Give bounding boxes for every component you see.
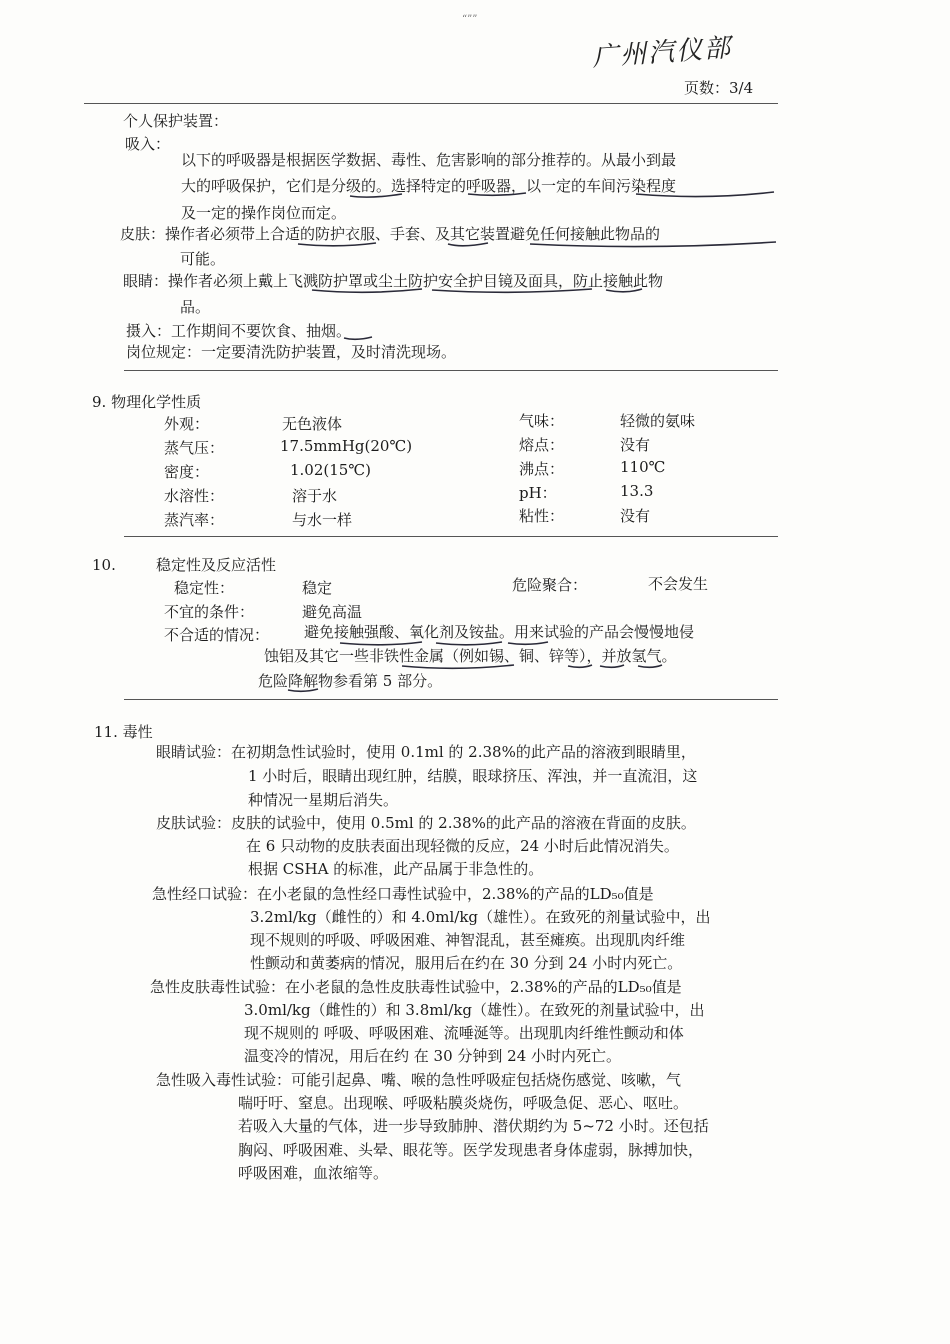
prop-label-viscosity: 粘性： bbox=[519, 507, 565, 525]
inhal-test-line-4: 胸闷、呼吸困难、头晕、眼花等。医学发现患者身体虚弱，脉搏加快， bbox=[238, 1141, 704, 1159]
ingest-line: 摄入：工作期间不要饮食、抽烟。 bbox=[126, 322, 352, 340]
post-line: 岗位规定：一定要清洗防护装置，及时清洗现场。 bbox=[126, 343, 457, 361]
prop-value-evap-rate: 与水一样 bbox=[292, 511, 353, 529]
inhal-test-line-2: 喘吁吁、窒息。出现喉、呼吸粘膜炎烧伤，呼吸急促、恶心、呕吐。 bbox=[238, 1094, 689, 1112]
inhale-line-1: 以下的呼吸器是根据医学数据、毒性、危害影响的部分推荐的。从最小到最 bbox=[181, 151, 677, 169]
prop-label-appearance: 外观： bbox=[164, 415, 210, 433]
oral-test-line-4: 性颤动和黄萎病的情况，服用后在约在 30 分到 24 小时内死亡。 bbox=[250, 954, 683, 972]
skin-test-line-1: 皮肤试验：皮肤的试验中，使用 0.5ml 的 2.38%的此产品的溶液在背面的皮肤。 bbox=[156, 814, 696, 832]
polymer-value: 不会发生 bbox=[648, 575, 709, 593]
prop-value-vapor-pressure: 17.5mmHg(20℃) bbox=[280, 437, 413, 455]
skin-test-line-3: 根据 CSHA 的标准，此产品属于非急性的。 bbox=[248, 860, 544, 878]
prop-value-appearance: 无色液体 bbox=[282, 415, 343, 433]
prop-value-ph: 13.3 bbox=[620, 482, 654, 500]
sec10-rule bbox=[124, 699, 778, 700]
skin-test-line-2: 在 6 只动物的皮肤表面出现轻微的反应，24 小时后此情况消失。 bbox=[246, 837, 679, 855]
eye-test-line-3: 种情况一星期后消失。 bbox=[248, 791, 399, 809]
header-rule bbox=[84, 103, 778, 104]
dermal-test-line-2: 3.0ml/kg（雌性的）和 3.8ml/kg（雄性）。在致死的剂量试验中，出 bbox=[244, 1001, 705, 1019]
sec10-number: 10. bbox=[92, 556, 116, 574]
sec11-title: 11. 毒性 bbox=[94, 723, 153, 741]
avoid-value: 避免高温 bbox=[302, 603, 363, 621]
prop-label-solubility: 水溶性： bbox=[164, 487, 225, 505]
inhal-test-line-1: 急性吸入毒性试验：可能引起鼻、嘴、喉的急性呼吸症包括烧伤感觉、咳嗽，气 bbox=[156, 1071, 682, 1089]
oral-test-line-1: 急性经口试验：在小老鼠的急性经口毒性试验中，2.38%的产品的LD₅₀值是 bbox=[152, 885, 654, 903]
incompat-label: 不合适的情况： bbox=[164, 626, 270, 644]
stability-value: 稳定 bbox=[302, 579, 333, 597]
oral-test-line-2: 3.2ml/kg（雌性的）和 4.0ml/kg（雄性）。在致死的剂量试验中，出 bbox=[250, 908, 711, 926]
oral-test-line-3: 现不规则的呼吸、呼吸困难、神智混乱，甚至瘫痪。出现肌肉纤维 bbox=[250, 931, 686, 949]
ppe-title: 个人保护装置： bbox=[123, 112, 229, 130]
dermal-test-line-1: 急性皮肤毒性试验：在小老鼠的急性皮肤毒性试验中，2.38%的产品的LD₅₀值是 bbox=[150, 978, 682, 996]
prop-label-density: 密度： bbox=[164, 463, 210, 481]
eye-test-line-2: 1 小时后，眼睛出现红肿，结膜，眼球挤压、浑浊，并一直流泪，这 bbox=[248, 767, 698, 785]
prop-label-melting: 熔点： bbox=[519, 436, 565, 454]
incompat-line-2: 蚀铝及其它一些非铁性金属（例如锡、铜、锌等），并放氢气。 bbox=[264, 647, 677, 665]
dermal-test-line-4: 温变冷的情况，用后在约 在 30 分钟到 24 小时内死亡。 bbox=[244, 1047, 622, 1065]
prop-label-odor: 气味： bbox=[519, 412, 565, 430]
skin-line-2: 可能。 bbox=[180, 250, 226, 268]
prop-label-boiling: 沸点： bbox=[519, 460, 565, 478]
eye-line-1: 眼睛：操作者必须上戴上飞溅防护罩或尘土防护安全护目镜及面具，防止接触此物 bbox=[123, 272, 664, 290]
inhale-label: 吸入： bbox=[125, 135, 171, 153]
decomposition-line: 危险降解物参看第 5 部分。 bbox=[258, 672, 443, 690]
stability-label: 稳定性： bbox=[174, 579, 235, 597]
handwritten-note: 广州汽仪部 bbox=[591, 33, 734, 73]
prop-value-odor: 轻微的氨味 bbox=[620, 412, 696, 430]
prop-label-evap-rate: 蒸汽率： bbox=[164, 511, 225, 529]
eye-line-2: 品。 bbox=[180, 298, 211, 316]
eye-test-line-1: 眼睛试验：在初期急性试验时，使用 0.1ml 的 2.38%的此产品的溶液到眼睛里， bbox=[156, 743, 696, 761]
dermal-test-line-3: 现不规则的 呼吸、呼吸困难、流唾涎等。出现肌肉纤维性颤动和体 bbox=[244, 1024, 684, 1042]
skin-line-1: 皮肤：操作者必须带上合适的防护衣服、手套、及其它装置避免任何接触此物品的 bbox=[120, 225, 661, 243]
prop-value-boiling: 110℃ bbox=[620, 458, 666, 476]
polymer-label: 危险聚合： bbox=[512, 576, 588, 594]
prop-label-vapor-pressure: 蒸气压： bbox=[164, 439, 225, 457]
top-mark: “”” bbox=[462, 14, 478, 25]
sec9-title: 9. 物理化学性质 bbox=[92, 393, 202, 411]
page-number: 页数：3/4 bbox=[684, 79, 754, 97]
inhal-test-line-3: 若吸入大量的气体，进一步导致肺肿、潜伏期约为 5~72 小时。还包括 bbox=[238, 1117, 709, 1135]
prop-value-density: 1.02(15℃) bbox=[290, 461, 371, 479]
avoid-label: 不宜的条件： bbox=[164, 603, 255, 621]
sec8-rule bbox=[124, 370, 778, 371]
prop-value-viscosity: 没有 bbox=[620, 507, 651, 525]
sec10-title: 稳定性及反应活性 bbox=[156, 556, 277, 574]
prop-label-ph: pH： bbox=[519, 484, 557, 502]
inhal-test-line-5: 呼吸困难，血浓缩等。 bbox=[238, 1164, 389, 1182]
sec9-rule bbox=[124, 536, 778, 537]
inhale-line-2: 大的呼吸保护，它们是分级的。选择特定的呼吸器，以一定的车间污染程度 bbox=[181, 177, 677, 195]
prop-value-solubility: 溶于水 bbox=[292, 487, 338, 505]
prop-value-melting: 没有 bbox=[620, 436, 651, 454]
incompat-line-1: 避免接触强酸、氧化剂及铵盐。用来试验的产品会慢慢地侵 bbox=[304, 623, 695, 641]
inhale-line-3: 及一定的操作岗位而定。 bbox=[181, 204, 347, 222]
